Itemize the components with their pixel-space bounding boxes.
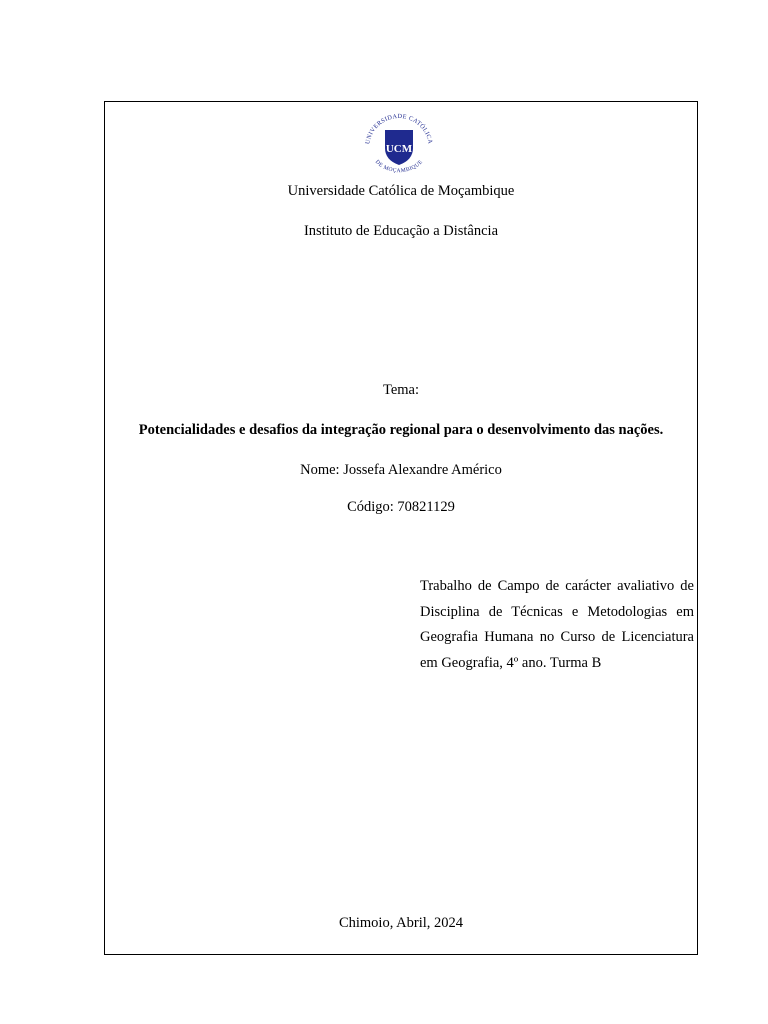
- author-name: Nome: Jossefa Alexandre Américo: [300, 462, 502, 478]
- university-name: Universidade Católica de Moçambique: [287, 183, 515, 199]
- logo-monogram: UCM: [385, 143, 413, 155]
- place-date: Chimoio, Abril, 2024: [338, 915, 464, 931]
- student-code: Código: 70821129: [347, 499, 455, 515]
- assignment-description: Trabalho de Campo de carácter avaliativo de Disciplina de Técnicas e Metodologias em Geografia Humana no Curso de Licenciatura em Geografia, 4º ano. Turma B: [420, 578, 694, 671]
- logo-text-bottom: DE MOÇAMBIQUE: [373, 159, 425, 175]
- institute-name: Instituto de Educação a Distância: [303, 223, 499, 239]
- topic-label: Tema:: [382, 382, 420, 398]
- university-logo: [360, 110, 438, 176]
- logo-text-top: UNIVERSIDADE CATÓLICA: [364, 112, 434, 145]
- topic-title: Potencialidades e desafios da integração regional para o desenvolvimento das nações.: [138, 422, 664, 438]
